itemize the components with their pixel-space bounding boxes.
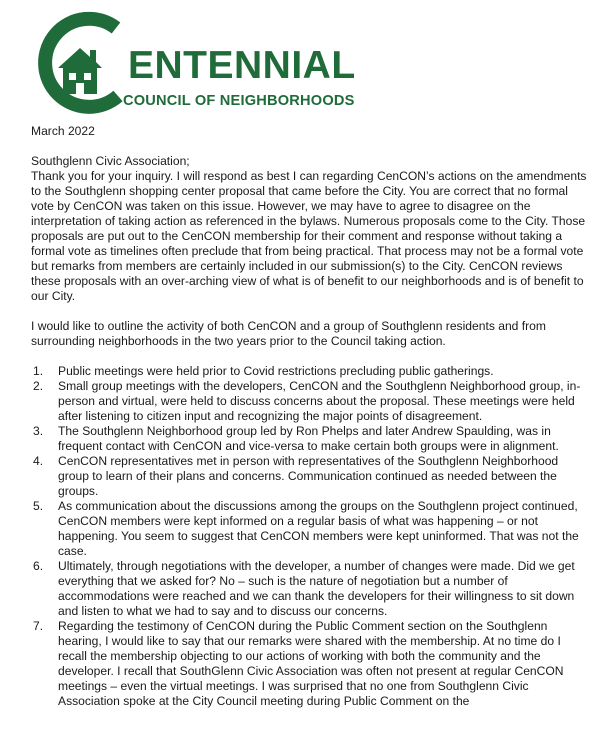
list-item: 2. Small group meetings with the developers, CenCON and the Southglenn Neighborhood group, in-person and virtual, were held to discuss concerns about the proposal. These meetings were held after listening to citizen input and recognizing the major points of disagreement.	[33, 379, 581, 423]
numbered-list	[31, 364, 591, 709]
house-logo-icon	[30, 8, 130, 116]
list-item: 3. The Southglenn Neighborhood group led by Ron Phelps and later Andrew Spaulding, was in frequent contact with CenCON and vice-versa to make certain both groups were in alignment.	[33, 424, 559, 453]
letter-date: March 2022	[31, 124, 95, 138]
letter-body	[31, 124, 591, 709]
paragraph-1: Thank you for your inquiry. I will respond as best I can regarding CenCON’s actions on the amendments to the Southglenn shopping center proposal that came before the City. You are correct that no formal vote by CenCON was taken on this issue. However, we may have to agree to disagree on the interpretation of taking action as referenced in the bylaws. Numerous proposals come to the City. Those proposals are put out to the CenCON membership for their comment and response without taking a formal vote as timelines often preclude that from being practical. That process may not be a formal vote but remarks from members are certainly included in our submission(s) to the City. CenCON reviews these proposals with an over-arching view of what is of benefit to our neighborhoods and is of benefit to our City.	[31, 169, 587, 303]
logo	[30, 8, 590, 116]
salutation: Southglenn Civic Association;	[31, 154, 190, 168]
list-item: 6. Ultimately, through negotiations with the developer, a number of changes were made. Did we get everything that we asked for? No – such is the nature of negotiation but a number of accommodations were reached and we can thank the developers for their willingness to sit down and listen to what we had to say and to discuss our concerns.	[33, 559, 575, 618]
list-item: 4. CenCON representatives met in person with representatives of the Southglenn Neighborhood group to learn of their plans and concerns. Communication continued as needed between the groups.	[33, 454, 559, 498]
list-item: 7. Regarding the testimony of CenCON during the Public Comment section on the Southglenn hearing, I would like to say that our remarks were shared with the membership. At no time do I recall the membership objecting to our actions of working with both the community and the developer. I recall that SouthGlenn Civic Association was often not present at regular CenCON meetings – even the virtual meetings. I was surprised that no one from Southglenn Civic Association spoke at the City Council meeting during Public Comment on the	[33, 619, 564, 708]
paragraph-2: I would like to outline the activity of both CenCON and a group of Southglenn residents and from surrounding neighborhoods in the two years prior to the Council taking action.	[31, 319, 546, 348]
logo-title: ENTENNIAL	[128, 44, 356, 87]
logo-subtitle: COUNCIL OF NEIGHBORHOODS	[123, 93, 355, 109]
list-item: 1. Public meetings were held prior to Covid restrictions precluding public gatherings.	[33, 364, 494, 378]
list-item: 5. As communication about the discussions among the groups on the Southglenn project continued, CenCON members were kept informed on a regular basis of what was happening – or not happening. You seem to suggest that CenCON members were kept uninformed. That was not the case.	[33, 499, 579, 558]
